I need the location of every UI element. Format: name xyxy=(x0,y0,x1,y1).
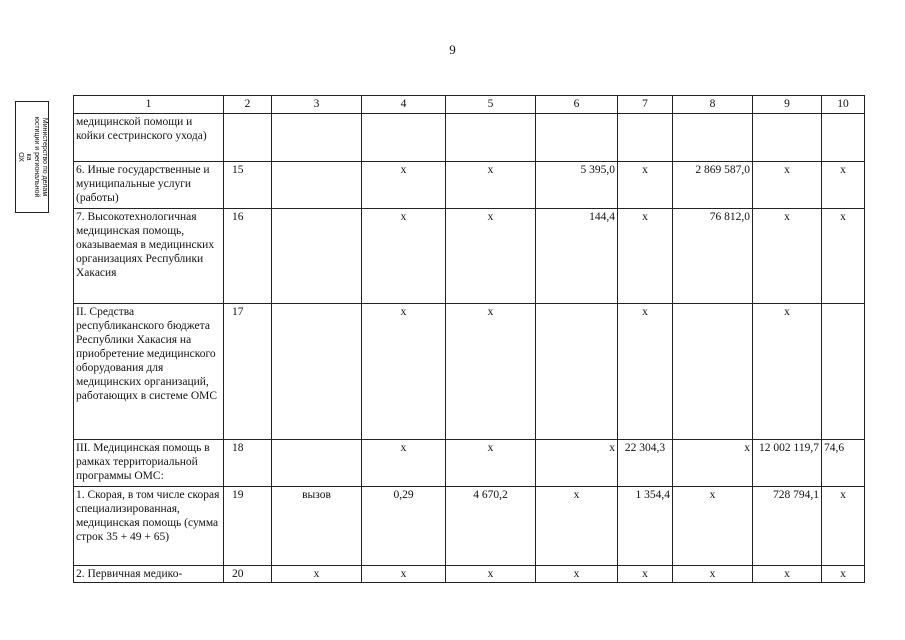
column-header: 1 xyxy=(74,96,224,114)
column-header: 5 xyxy=(446,96,536,114)
table-cell xyxy=(272,304,362,440)
column-header: 9 xyxy=(753,96,822,114)
table-cell: x xyxy=(822,487,865,566)
column-header: 4 xyxy=(362,96,446,114)
table-cell: x xyxy=(362,304,446,440)
table-cell: x xyxy=(362,566,446,583)
registration-stamp xyxy=(15,101,49,213)
table-cell: x xyxy=(536,440,618,487)
table-cell: x xyxy=(822,566,865,583)
column-header: 8 xyxy=(673,96,753,114)
table-cell xyxy=(272,162,362,209)
stamp-text: Министерство по делам юстиции и региональной ка ОХ xyxy=(17,116,48,198)
table-row xyxy=(74,566,865,583)
table-row xyxy=(74,209,865,304)
table-cell xyxy=(822,304,865,440)
table-cell: x xyxy=(753,566,822,583)
table-cell xyxy=(272,209,362,304)
table-cell: 17 xyxy=(224,304,272,440)
table-cell: 5 395,0 xyxy=(536,162,618,209)
table-cell: x xyxy=(362,209,446,304)
table-cell: 728 794,1 xyxy=(753,487,822,566)
table-cell: 6. Иные государственные и муниципальные услуги (работы) xyxy=(74,162,224,209)
table-cell: 16 xyxy=(224,209,272,304)
table-cell: x xyxy=(446,162,536,209)
header-row xyxy=(74,96,865,114)
table-cell: x xyxy=(822,162,865,209)
table-cell: 19 xyxy=(224,487,272,566)
table-cell: x xyxy=(536,487,618,566)
table-cell xyxy=(272,114,362,162)
table-cell: x xyxy=(753,162,822,209)
column-header: 7 xyxy=(618,96,673,114)
table-cell xyxy=(446,114,536,162)
column-header: 3 xyxy=(272,96,362,114)
table-cell: x xyxy=(446,440,536,487)
table-row xyxy=(74,487,865,566)
table-cell: x xyxy=(673,566,753,583)
table-row xyxy=(74,440,865,487)
table-cell: x xyxy=(446,304,536,440)
column-header: 10 xyxy=(822,96,865,114)
table-cell: x xyxy=(536,566,618,583)
table-row xyxy=(74,162,865,209)
table-cell: 18 xyxy=(224,440,272,487)
table-cell: 15 xyxy=(224,162,272,209)
table-cell: 20 xyxy=(224,566,272,583)
table-cell: 74,6 xyxy=(822,440,865,487)
table-cell: x xyxy=(618,162,673,209)
table-cell xyxy=(362,114,446,162)
table-cell xyxy=(618,114,673,162)
table-row xyxy=(74,114,865,162)
table-cell: 1 354,4 xyxy=(618,487,673,566)
table-cell: x xyxy=(362,440,446,487)
table-cell: вызов xyxy=(272,487,362,566)
table-cell: II. Средства республиканского бюджета Республики Хакасия на приобретение медицинского оборудования для медицинских организаций, работающих в системе ОМС xyxy=(74,304,224,440)
table-cell: x xyxy=(362,162,446,209)
table-cell: x xyxy=(272,566,362,583)
table-cell: 4 670,2 xyxy=(446,487,536,566)
table-cell: 2 869 587,0 xyxy=(673,162,753,209)
column-header: 6 xyxy=(536,96,618,114)
table-cell xyxy=(536,304,618,440)
table-cell xyxy=(224,114,272,162)
table-cell xyxy=(673,114,753,162)
table-cell: 22 304,3 xyxy=(618,440,673,487)
table-cell xyxy=(272,440,362,487)
table-cell xyxy=(822,114,865,162)
table-cell: x xyxy=(446,209,536,304)
table-cell: 7. Высокотехнологичная медицинская помощь, оказываемая в медицинских организациях Республики Хакасия xyxy=(74,209,224,304)
column-header: 2 xyxy=(224,96,272,114)
table-cell xyxy=(673,304,753,440)
page-number: 9 xyxy=(449,42,456,57)
table-cell: x xyxy=(446,566,536,583)
table-cell: 144,4 xyxy=(536,209,618,304)
table-cell: III. Медицинская помощь в рамках территориальной программы ОМС: xyxy=(74,440,224,487)
table-cell: 12 002 119,7 xyxy=(753,440,822,487)
table-cell: медицинской помощи и койки сестринского ухода) xyxy=(74,114,224,162)
table-cell: x xyxy=(673,440,753,487)
table-cell: 76 812,0 xyxy=(673,209,753,304)
table-cell: x xyxy=(822,209,865,304)
table-cell: x xyxy=(753,304,822,440)
table-row xyxy=(74,304,865,440)
table-cell xyxy=(536,114,618,162)
table-cell: 0,29 xyxy=(362,487,446,566)
table-cell: x xyxy=(618,304,673,440)
table-cell: 1. Скорая, в том числе скорая специализированная, медицинская помощь (сумма строк 35 + 49 + 65) xyxy=(74,487,224,566)
table-cell xyxy=(753,114,822,162)
table-cell: x xyxy=(673,487,753,566)
table-cell: x xyxy=(753,209,822,304)
table-cell: 2. Первичная медико- xyxy=(74,566,224,583)
table-cell: x xyxy=(618,209,673,304)
budget-table xyxy=(73,95,865,583)
table-cell: x xyxy=(618,566,673,583)
